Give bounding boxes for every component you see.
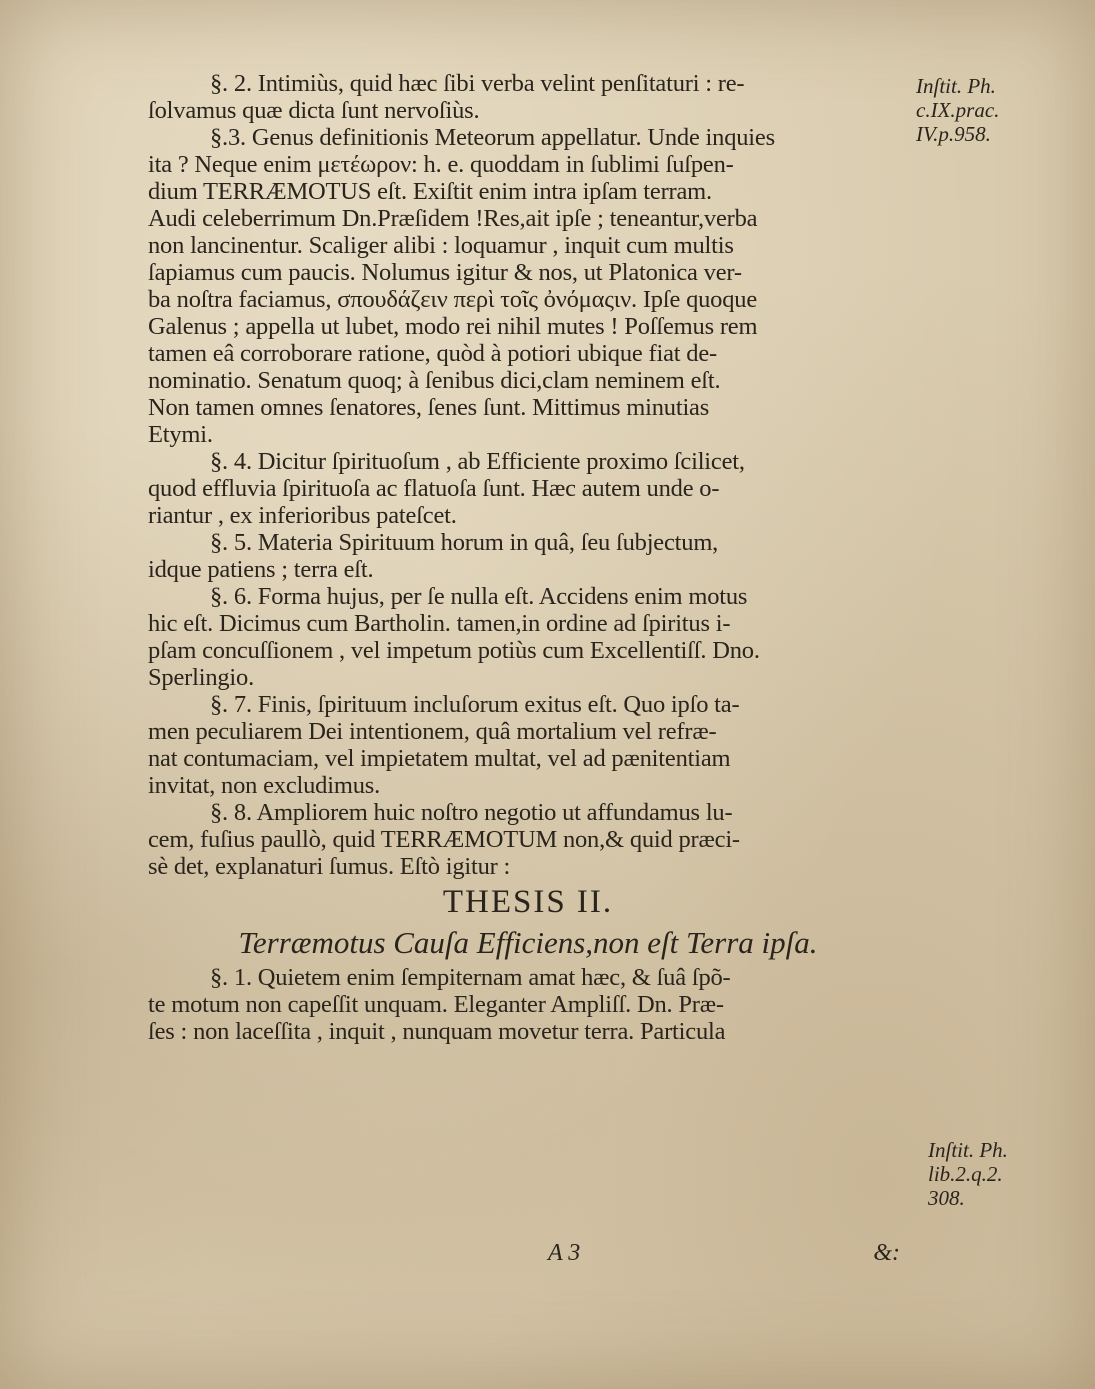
- main-text-block: [148, 70, 908, 1045]
- text-line: Sperlingio.: [148, 664, 255, 691]
- thesis-title: THESIS II.: [442, 884, 614, 920]
- text-line: nat contumaciam, vel impietatem multat, vel ad pænitentiam: [148, 745, 731, 772]
- text-line: men peculiarem Dei intentionem, quâ mortalium vel refræ-: [148, 718, 717, 745]
- text-line: te motum non capeſſit unquam. Eleganter Ampliſſ. Dn. Præ-: [148, 991, 724, 1018]
- text-line: §. 1. Quietem enim ſempiternam amat hæc, & ſuâ ſpõ-: [210, 964, 731, 991]
- text-line: nominatio. Senatum quoq; à ſenibus dici,clam neminem eſt.: [148, 367, 721, 394]
- text-line: Galenus ; appella ut lubet, modo rei nihil mutes ! Poſſemus rem: [148, 313, 758, 340]
- text-line: ita ? Neque enim μετέωρον: h. e. quoddam in ſublimi ſuſpen-: [148, 151, 734, 178]
- text-line: §. 6. Forma hujus, per ſe nulla eſt. Accidens enim motus: [210, 583, 748, 610]
- text-line: tamen eâ corroborare ratione, quòd à potiori ubique fiat de-: [148, 340, 717, 367]
- text-line: sè det, explanaturi ſumus. Eſtò igitur :: [148, 853, 511, 880]
- text-line: §. 4. Dicitur ſpirituoſum , ab Efficiente proximo ſcilicet,: [210, 448, 745, 475]
- margin-note-top: [916, 74, 999, 146]
- text-line: Audi celeberrimum Dn.Præſidem !Res,ait ipſe ; teneantur,verba: [148, 205, 758, 232]
- margin-note-line: c.IX.prac.: [916, 98, 1000, 122]
- text-line: §. 2. Intimiùs, quid hæc ſibi verba velint penſitaturi : re-: [210, 70, 745, 97]
- text-line: quod effluvia ſpirituoſa ac flatuoſa ſunt. Hæc autem unde o-: [148, 475, 720, 502]
- text-line: ba noſtra faciamus, σπουδάζειν περὶ τοῖς ὀνόμαςιν. Ipſe quoque: [148, 286, 757, 313]
- text-line: §. 5. Materia Spirituum horum in quâ, ſeu ſubjectum,: [210, 529, 719, 556]
- text-line: ſes : non laceſſita , inquit , nunquam movetur terra. Particula: [148, 1018, 726, 1045]
- text-line: riantur , ex inferioribus pateſcet.: [148, 502, 457, 529]
- text-line: pſam concuſſionem , vel impetum potiùs cum Excellentiſſ. Dno.: [148, 637, 760, 664]
- text-line: Etymi.: [148, 421, 213, 448]
- margin-note-line: Inſtit. Ph.: [916, 74, 996, 98]
- text-line: ſapiamus cum paucis. Nolumus igitur & nos, ut Platonica ver-: [148, 259, 742, 286]
- catchword: &:: [873, 1240, 900, 1266]
- text-line: dium TERRÆMOTUS eſt. Exiſtit enim intra ipſam terram.: [148, 178, 712, 205]
- text-line: hic eſt. Dicimus cum Bartholin. tamen,in ordine ad ſpiritus i-: [148, 610, 731, 637]
- margin-note-line: 308.: [928, 1186, 965, 1210]
- text-line: §. 8. Ampliorem huic noſtro negotio ut affundamus lu-: [210, 799, 733, 826]
- thesis-subtitle: Terræmotus Cauſa Efficiens,non eſt Terra ipſa.: [238, 925, 818, 960]
- text-line: Non tamen omnes ſenatores, ſenes ſunt. Mittimus minutias: [148, 394, 710, 421]
- text-line: §.3. Genus definitionis Meteorum appellatur. Unde inquies: [210, 124, 775, 151]
- text-line: §. 7. Finis, ſpirituum incluſorum exitus eſt. Quo ipſo ta-: [210, 691, 740, 718]
- text-line: invitat, non excludimus.: [148, 772, 381, 799]
- text-line: non lancinentur. Scaliger alibi : loquamur , inquit cum multis: [148, 232, 734, 259]
- margin-note-bottom: [928, 1138, 1008, 1210]
- text-line: cem, fuſius paullò, quid TERRÆMOTUM non,& quid præci-: [148, 826, 740, 853]
- text-line: idque patiens ; terra eſt.: [148, 556, 374, 583]
- signature-mark: A 3: [548, 1240, 581, 1266]
- margin-note-line: Inſtit. Ph.: [928, 1138, 1008, 1162]
- margin-note-line: IV.p.958.: [916, 122, 991, 146]
- margin-note-line: lib.2.q.2.: [928, 1162, 1003, 1186]
- page-footer: [148, 1240, 908, 1270]
- text-line: ſolvamus quæ dicta ſunt nervoſiùs.: [148, 97, 480, 124]
